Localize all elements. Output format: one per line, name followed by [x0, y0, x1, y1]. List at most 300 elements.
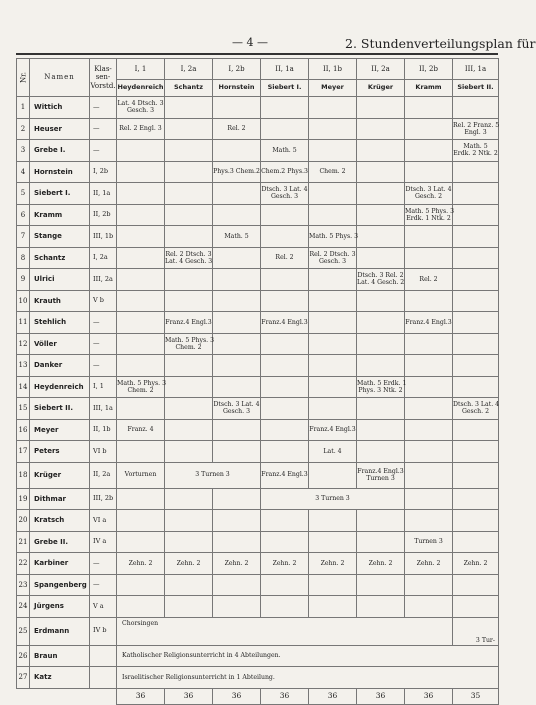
teacher-name: Katz	[30, 667, 90, 689]
lesson-cell: Dtsch. 3 Rel. 2 Lat. 4 Gesch. 2	[357, 269, 405, 291]
row-number: 12	[17, 333, 30, 355]
row-number: 26	[17, 645, 30, 667]
header-class: I, 1	[117, 59, 165, 80]
table-row	[17, 161, 499, 183]
class-head: —	[90, 553, 117, 575]
class-head: V b	[90, 290, 117, 312]
lesson-cell: Math. 5	[213, 226, 261, 248]
teacher-name: Wittich	[30, 97, 90, 119]
lesson-cell	[165, 376, 213, 398]
lesson-cell	[405, 118, 453, 140]
page-number: — 4 —	[232, 36, 268, 49]
lesson-cell	[453, 204, 499, 226]
total-cell: 36	[165, 688, 213, 704]
lesson-cell: 3 Turnen 3	[165, 462, 261, 488]
header-class: I, 2a	[165, 59, 213, 80]
table-row	[17, 419, 499, 441]
lesson-cell	[165, 97, 213, 119]
class-head: II, 2a	[90, 462, 117, 488]
table-row	[17, 617, 499, 645]
lesson-cell	[453, 462, 499, 488]
lesson-cell: Lat. 4	[309, 441, 357, 463]
lesson-cell	[261, 355, 309, 377]
total-cell: 36	[117, 688, 165, 704]
lesson-cell	[213, 204, 261, 226]
lesson-cell: Zehn. 2	[405, 553, 453, 575]
table-row	[17, 645, 499, 667]
lesson-cell: 3 Tur-	[453, 617, 499, 645]
header-klassenvorstand: Klas-sen-Vorstd.	[90, 59, 117, 97]
class-head: III, 2a	[90, 269, 117, 291]
lesson-cell	[165, 204, 213, 226]
lesson-cell: Math. 5 Phys. 3 Chem. 2	[165, 333, 213, 355]
lesson-cell	[453, 247, 499, 269]
class-head: —	[90, 140, 117, 162]
lesson-cell	[117, 333, 165, 355]
class-head: —	[90, 97, 117, 119]
teacher-name: Braun	[30, 645, 90, 667]
header-teacher: Meyer	[309, 80, 357, 97]
lesson-cell	[165, 441, 213, 463]
lesson-cell	[357, 290, 405, 312]
choir-cell: Chorsingen	[117, 617, 453, 645]
row-number: 24	[17, 596, 30, 618]
lesson-cell	[165, 161, 213, 183]
table-row	[17, 667, 499, 689]
lesson-cell	[117, 355, 165, 377]
table-row	[17, 531, 499, 553]
row-number: 27	[17, 667, 30, 689]
lesson-cell	[357, 398, 405, 420]
lesson-cell	[357, 97, 405, 119]
header-class: II, 1a	[261, 59, 309, 80]
teacher-name: Völler	[30, 333, 90, 355]
lesson-cell	[309, 204, 357, 226]
class-head	[90, 645, 117, 667]
row-number: 21	[17, 531, 30, 553]
lesson-cell	[405, 140, 453, 162]
row-number: 25	[17, 617, 30, 645]
row-number: 22	[17, 553, 30, 575]
lesson-cell	[405, 376, 453, 398]
lesson-cell	[117, 269, 165, 291]
header-teacher: Krüger	[357, 80, 405, 97]
header-class: III, 1a	[453, 59, 499, 80]
lesson-cell	[165, 398, 213, 420]
lesson-cell	[357, 333, 405, 355]
lesson-cell	[357, 226, 405, 248]
lesson-cell	[405, 161, 453, 183]
lesson-cell	[453, 97, 499, 119]
header-class: II, 2a	[357, 59, 405, 80]
lesson-cell	[165, 419, 213, 441]
lesson-cell: Rel. 2	[405, 269, 453, 291]
lesson-cell: Vorturnen	[117, 462, 165, 488]
row-number: 23	[17, 574, 30, 596]
lesson-cell	[453, 183, 499, 205]
lesson-cell	[309, 118, 357, 140]
lesson-cell	[405, 441, 453, 463]
class-head: I, 2a	[90, 247, 117, 269]
lesson-cell	[453, 419, 499, 441]
lesson-cell: Rel. 2	[213, 118, 261, 140]
table-row	[17, 312, 499, 334]
teacher-name: Stange	[30, 226, 90, 248]
lesson-cell: Zehn. 2	[453, 553, 499, 575]
class-head: IV a	[90, 531, 117, 553]
lesson-cell	[309, 462, 357, 488]
teacher-name: Heuser	[30, 118, 90, 140]
lesson-cell	[165, 290, 213, 312]
lesson-cell	[453, 376, 499, 398]
lesson-cell: Phys.3 Chem.2	[213, 161, 261, 183]
header-rule	[16, 53, 498, 55]
class-head: V a	[90, 596, 117, 618]
lesson-cell	[357, 183, 405, 205]
header-teacher: Heydenreich	[117, 80, 165, 97]
lesson-cell: Franz.4 Engl.3 Turnen 3	[357, 462, 405, 488]
lesson-cell	[261, 333, 309, 355]
teacher-name: Spangenberg	[30, 574, 90, 596]
lesson-cell: 3 Turnen 3	[261, 488, 405, 510]
lesson-cell: Rel. 2	[261, 247, 309, 269]
row-number: 20	[17, 510, 30, 532]
lesson-cell	[213, 355, 261, 377]
row-number: 2	[17, 118, 30, 140]
header-teacher: Schantz	[165, 80, 213, 97]
lesson-cell	[261, 376, 309, 398]
lesson-cell	[405, 226, 453, 248]
header-teacher: Hornstein	[213, 80, 261, 97]
lesson-cell	[453, 312, 499, 334]
lesson-cell: Franz. 4	[117, 419, 165, 441]
row-number: 5	[17, 183, 30, 205]
teacher-name: Grebe II.	[30, 531, 90, 553]
note-cell: Katholischer Religionsunterricht in 4 Abteilungen.	[117, 645, 499, 667]
class-head: VI a	[90, 510, 117, 532]
lesson-cell	[117, 247, 165, 269]
row-number: 18	[17, 462, 30, 488]
lesson-cell: Math. 5 Phys. 3 Chem. 2	[117, 376, 165, 398]
lesson-cell	[357, 419, 405, 441]
lesson-cell	[117, 488, 165, 510]
class-head: III, 1b	[90, 226, 117, 248]
table-row	[17, 510, 499, 532]
table-row	[17, 97, 499, 119]
header-class: I, 2b	[213, 59, 261, 80]
table-row	[17, 553, 499, 575]
lesson-cell	[453, 290, 499, 312]
teacher-name: Schantz	[30, 247, 90, 269]
lesson-cell	[309, 355, 357, 377]
lesson-cell	[405, 419, 453, 441]
lesson-cell: Franz.4 Engl.3	[261, 312, 309, 334]
lesson-cell: Chem.2 Phys.3	[261, 161, 309, 183]
header-teacher: Kramm	[405, 80, 453, 97]
lesson-cell: Zehn. 2	[117, 553, 165, 575]
lesson-cell	[405, 247, 453, 269]
lesson-cell: Turnen 3	[405, 531, 453, 553]
schedule-table	[16, 58, 499, 705]
lesson-cell	[117, 140, 165, 162]
lesson-cell: Chem. 2	[309, 161, 357, 183]
row-number: 8	[17, 247, 30, 269]
teacher-name: Hornstein	[30, 161, 90, 183]
lesson-cell	[309, 140, 357, 162]
lesson-cell	[213, 269, 261, 291]
row-number: 16	[17, 419, 30, 441]
lesson-cell: Math. 5 Phys. 3 Erdk. 1 Ntk. 2	[405, 204, 453, 226]
teacher-name: Erdmann	[30, 617, 90, 645]
class-head: —	[90, 312, 117, 334]
lesson-cell	[117, 398, 165, 420]
lesson-cell: Rel. 2 Franz. 5 Engl. 3	[453, 118, 499, 140]
lesson-cell	[453, 269, 499, 291]
lesson-cell	[309, 183, 357, 205]
lesson-cell	[453, 333, 499, 355]
row-number: 9	[17, 269, 30, 291]
lesson-cell	[165, 269, 213, 291]
teacher-name: Karbiner	[30, 553, 90, 575]
lesson-cell	[117, 161, 165, 183]
class-head: I, 2b	[90, 161, 117, 183]
lesson-cell	[405, 333, 453, 355]
lesson-cell	[309, 398, 357, 420]
lesson-cell	[357, 312, 405, 334]
lesson-cell	[261, 204, 309, 226]
lesson-cell: Zehn. 2	[357, 553, 405, 575]
lesson-cell	[453, 441, 499, 463]
teacher-name: Kratsch	[30, 510, 90, 532]
lesson-cell	[165, 226, 213, 248]
lesson-cell	[309, 97, 357, 119]
teacher-name: Danker	[30, 355, 90, 377]
teacher-name: Stehlich	[30, 312, 90, 334]
lesson-cell: Lat. 4 Dtsch. 3 Gesch. 3	[117, 97, 165, 119]
lesson-cell	[213, 312, 261, 334]
lesson-cell	[405, 355, 453, 377]
lesson-cell	[453, 161, 499, 183]
row-number: 15	[17, 398, 30, 420]
lesson-cell	[213, 183, 261, 205]
header-nr: Nr.	[17, 59, 30, 97]
total-cell: 36	[405, 688, 453, 704]
lesson-cell	[213, 441, 261, 463]
teacher-name: Siebert I.	[30, 183, 90, 205]
lesson-cell: Rel. 2 Engl. 3	[117, 118, 165, 140]
lesson-cell	[405, 488, 453, 510]
teacher-name: Dithmar	[30, 488, 90, 510]
lesson-cell: Math. 5 Phys. 3	[309, 226, 357, 248]
lesson-cell	[213, 290, 261, 312]
lesson-cell	[405, 462, 453, 488]
lesson-cell: Rel. 2 Dtsch. 3 Lat. 4 Gesch. 3	[165, 247, 213, 269]
table-row	[17, 376, 499, 398]
row-number: 17	[17, 441, 30, 463]
lesson-cell	[309, 333, 357, 355]
page-title: 2. Stundenverteilungsplan für	[345, 36, 536, 51]
lesson-cell	[165, 140, 213, 162]
total-cell: 35	[453, 688, 499, 704]
totals-row	[17, 688, 499, 704]
total-cell: 36	[357, 688, 405, 704]
lesson-cell	[213, 140, 261, 162]
class-head: —	[90, 574, 117, 596]
lesson-cell	[357, 161, 405, 183]
lesson-cell: Zehn. 2	[261, 553, 309, 575]
page-header	[0, 36, 536, 52]
table-row	[17, 204, 499, 226]
table-row	[17, 247, 499, 269]
lesson-cell	[309, 312, 357, 334]
lesson-cell: Math. 5 Erdk. 1 Phys. 3 Ntk. 2	[357, 376, 405, 398]
teacher-name: Meyer	[30, 419, 90, 441]
class-head	[90, 667, 117, 689]
teacher-name: Ulrici	[30, 269, 90, 291]
row-number: 4	[17, 161, 30, 183]
table-row	[17, 183, 499, 205]
lesson-cell	[261, 269, 309, 291]
lesson-cell: Dtsch. 3 Lat. 4 Gesch. 3	[261, 183, 309, 205]
lesson-cell	[261, 419, 309, 441]
lesson-cell: Dtsch. 3 Lat. 4 Gesch. 2	[405, 183, 453, 205]
row-number: 11	[17, 312, 30, 334]
header-class: II, 1b	[309, 59, 357, 80]
header-class: II, 2b	[405, 59, 453, 80]
class-head: —	[90, 355, 117, 377]
lesson-cell: Zehn. 2	[213, 553, 261, 575]
table-row	[17, 355, 499, 377]
lesson-cell	[357, 118, 405, 140]
lesson-cell	[117, 183, 165, 205]
class-head: III, 2b	[90, 488, 117, 510]
table-row	[17, 333, 499, 355]
teacher-name: Krüger	[30, 462, 90, 488]
lesson-cell	[261, 118, 309, 140]
lesson-cell	[405, 97, 453, 119]
lesson-cell	[357, 247, 405, 269]
total-cell: 36	[309, 688, 357, 704]
row-number: 10	[17, 290, 30, 312]
teacher-name: Grebe I.	[30, 140, 90, 162]
class-head: VI b	[90, 441, 117, 463]
teacher-name: Krauth	[30, 290, 90, 312]
lesson-cell	[213, 488, 261, 510]
lesson-cell	[357, 204, 405, 226]
teacher-name: Heydenreich	[30, 376, 90, 398]
lesson-cell: Franz.4 Engl.3	[165, 312, 213, 334]
row-number: 14	[17, 376, 30, 398]
class-head: —	[90, 333, 117, 355]
row-number: 13	[17, 355, 30, 377]
lesson-cell	[357, 441, 405, 463]
lesson-cell: Math. 5	[261, 140, 309, 162]
class-head: II, 2b	[90, 204, 117, 226]
header-teacher: Siebert I.	[261, 80, 309, 97]
lesson-cell	[261, 441, 309, 463]
lesson-cell: Math. 5 Erdk. 2 Ntk. 2	[453, 140, 499, 162]
row-number: 7	[17, 226, 30, 248]
lesson-cell	[357, 355, 405, 377]
lesson-cell	[405, 290, 453, 312]
table-row	[17, 441, 499, 463]
table-row	[17, 118, 499, 140]
table-row	[17, 226, 499, 248]
lesson-cell	[357, 140, 405, 162]
lesson-cell	[117, 226, 165, 248]
lesson-cell: Zehn. 2	[165, 553, 213, 575]
lesson-cell: Franz.4 Engl.3	[309, 419, 357, 441]
teacher-name: Jürgens	[30, 596, 90, 618]
total-cell: 36	[261, 688, 309, 704]
header-teacher: Siebert II.	[453, 80, 499, 97]
lesson-cell	[213, 419, 261, 441]
class-head: I, 1	[90, 376, 117, 398]
class-head: —	[90, 118, 117, 140]
class-head: III, 1a	[90, 398, 117, 420]
lesson-cell	[453, 226, 499, 248]
lesson-cell	[213, 247, 261, 269]
table-row	[17, 574, 499, 596]
lesson-cell: Dtsch. 3 Lat. 4 Gesch. 2	[453, 398, 499, 420]
lesson-cell	[453, 488, 499, 510]
class-head: IV b	[90, 617, 117, 645]
lesson-cell	[117, 290, 165, 312]
class-head: II, 1b	[90, 419, 117, 441]
table-row	[17, 462, 499, 488]
lesson-cell	[117, 441, 165, 463]
lesson-cell	[261, 398, 309, 420]
lesson-cell	[309, 376, 357, 398]
table-row	[17, 398, 499, 420]
teacher-name: Peters	[30, 441, 90, 463]
table-row	[17, 140, 499, 162]
header-names: Namen	[30, 59, 90, 97]
lesson-cell: Rel. 2 Dtsch. 3 Gesch. 3	[309, 247, 357, 269]
row-number: 3	[17, 140, 30, 162]
lesson-cell	[405, 398, 453, 420]
lesson-cell	[453, 355, 499, 377]
lesson-cell	[261, 226, 309, 248]
total-cell: 36	[213, 688, 261, 704]
lesson-cell	[309, 269, 357, 291]
lesson-cell	[261, 290, 309, 312]
class-head: II, 1a	[90, 183, 117, 205]
table-row	[17, 488, 499, 510]
lesson-cell	[165, 355, 213, 377]
lesson-cell: Franz.4 Engl.3	[261, 462, 309, 488]
lesson-cell	[117, 312, 165, 334]
lesson-cell	[165, 183, 213, 205]
note-cell: Israelitischer Religionsunterricht in 1 Abteilung.	[117, 667, 499, 689]
lesson-cell	[165, 488, 213, 510]
table-row	[17, 290, 499, 312]
lesson-cell	[165, 118, 213, 140]
lesson-cell: Dtsch. 3 Lat. 4 Gesch. 3	[213, 398, 261, 420]
lesson-cell	[213, 333, 261, 355]
lesson-cell: Zehn. 2	[309, 553, 357, 575]
table-row	[17, 269, 499, 291]
table-row	[17, 596, 499, 618]
lesson-cell: Franz.4 Engl.3	[405, 312, 453, 334]
row-number: 6	[17, 204, 30, 226]
teacher-name: Kramm	[30, 204, 90, 226]
teacher-name: Siebert II.	[30, 398, 90, 420]
row-number: 1	[17, 97, 30, 119]
lesson-cell	[117, 204, 165, 226]
lesson-cell	[309, 290, 357, 312]
row-number: 19	[17, 488, 30, 510]
